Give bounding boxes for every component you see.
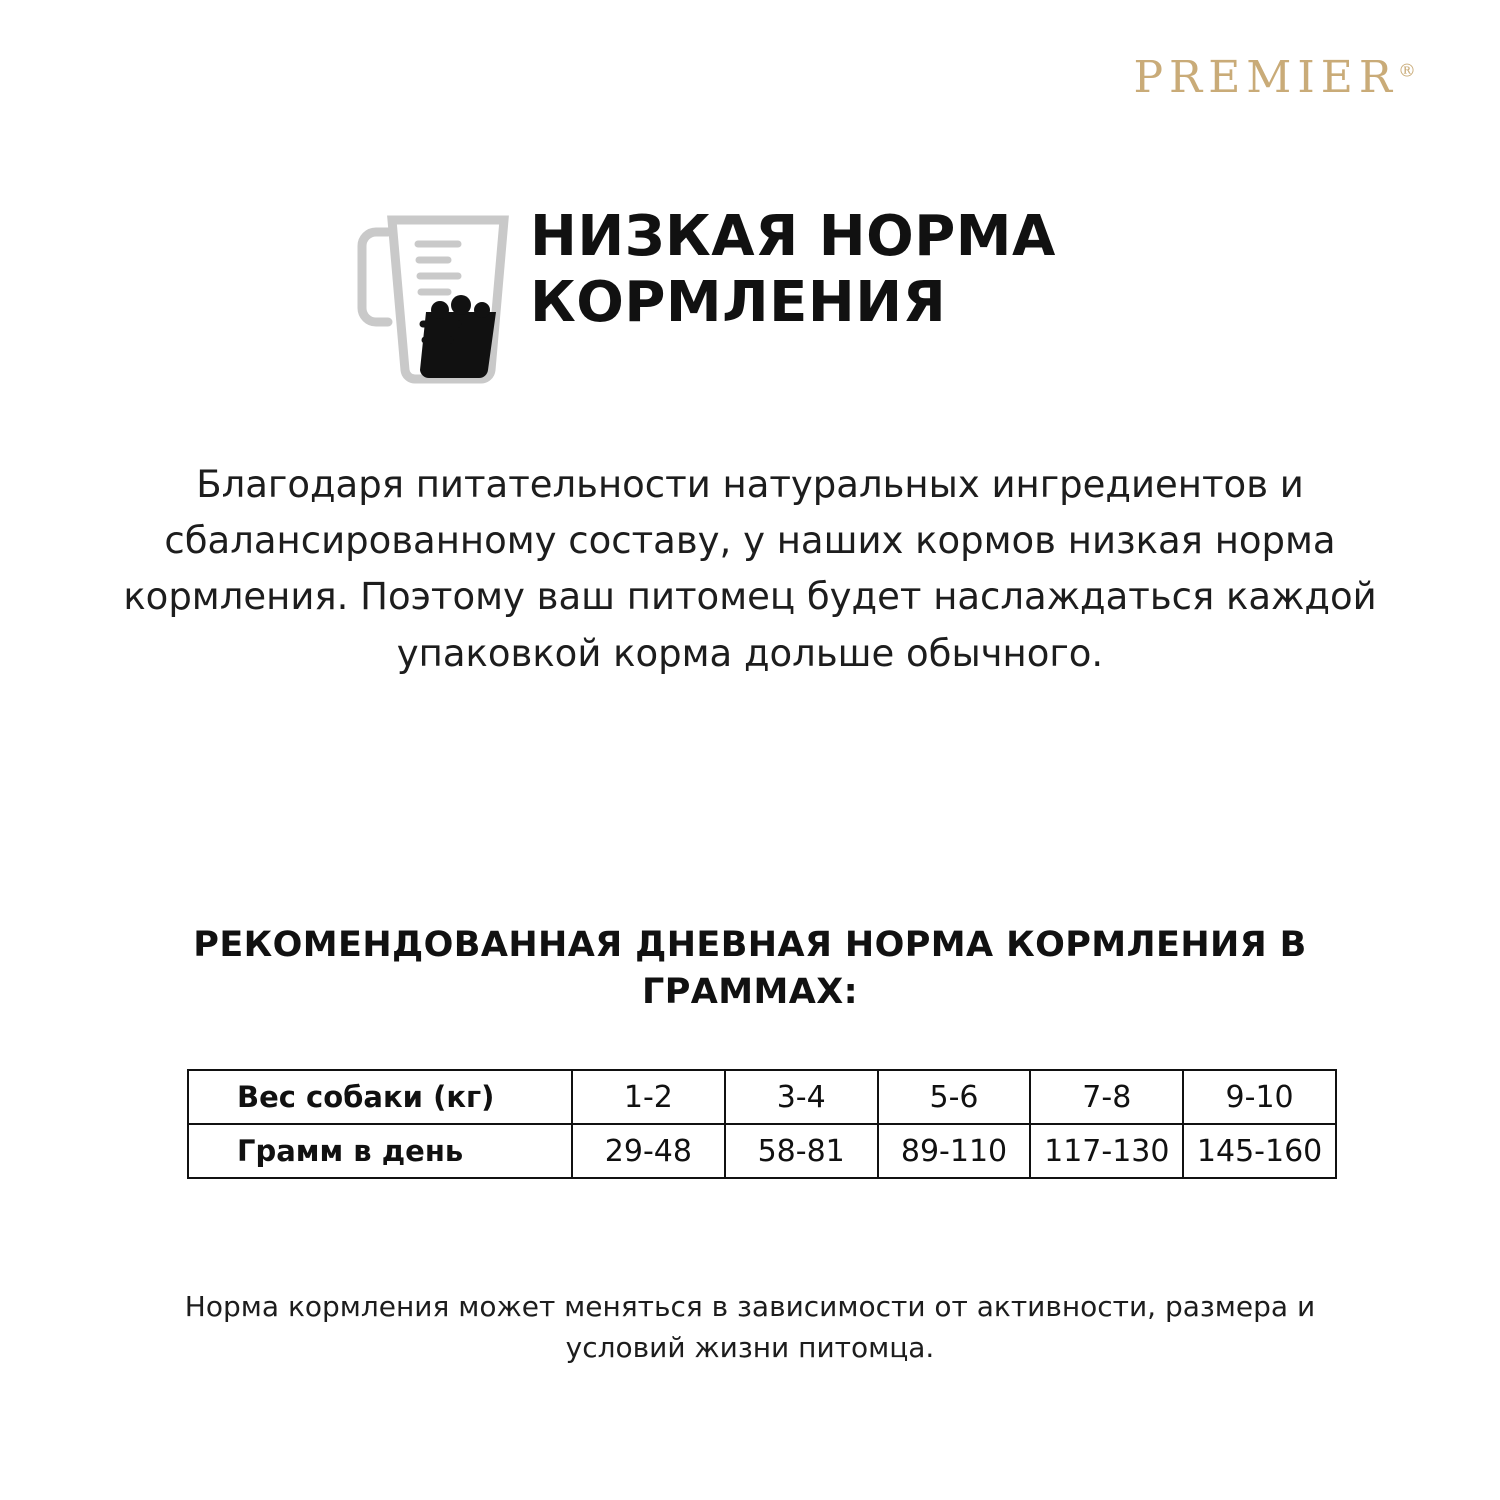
cell-weight-1: 1-2 [572,1070,725,1124]
measuring-cup-icon [330,196,530,394]
brand-name: PREMIER [1133,52,1398,103]
cell-weight-4: 7-8 [1030,1070,1183,1124]
cell-grams-5: 145-160 [1183,1124,1336,1178]
feeding-table-title: РЕКОМЕНДОВАННАЯ ДНЕВНАЯ НОРМА КОРМЛЕНИЯ В ГРАММАХ: [193,925,1307,1012]
cell-grams-3: 89-110 [878,1124,1031,1178]
page-title: НИЗКАЯ НОРМА КОРМЛЕНИЯ [530,204,1056,336]
headline-block [330,196,1390,394]
feeding-footnote: Норма кормления может меняться в зависимости от активности, размера и условий жизни питомца. [184,1290,1316,1365]
brand-logo [1133,52,1416,103]
row-label-weight: Вес собаки (кг) [188,1070,572,1124]
feeding-guide-table [187,1069,1337,1179]
cell-weight-5: 9-10 [1183,1070,1336,1124]
registered-mark: ® [1398,60,1416,82]
cell-grams-2: 58-81 [725,1124,878,1178]
table-row [188,1124,1336,1178]
cell-grams-4: 117-130 [1030,1124,1183,1178]
table-row [188,1070,1336,1124]
row-label-grams: Грамм в день [188,1124,572,1178]
intro-paragraph: Благодаря питательности натуральных ингредиентов и сбалансированному составу, у наших кормов низкая норма кормления. Поэтому ваш питомец будет наслаждаться каждой упаковкой корма дольше обычного. [123,463,1377,675]
cell-weight-2: 3-4 [725,1070,878,1124]
cell-weight-3: 5-6 [878,1070,1031,1124]
cell-grams-1: 29-48 [572,1124,725,1178]
